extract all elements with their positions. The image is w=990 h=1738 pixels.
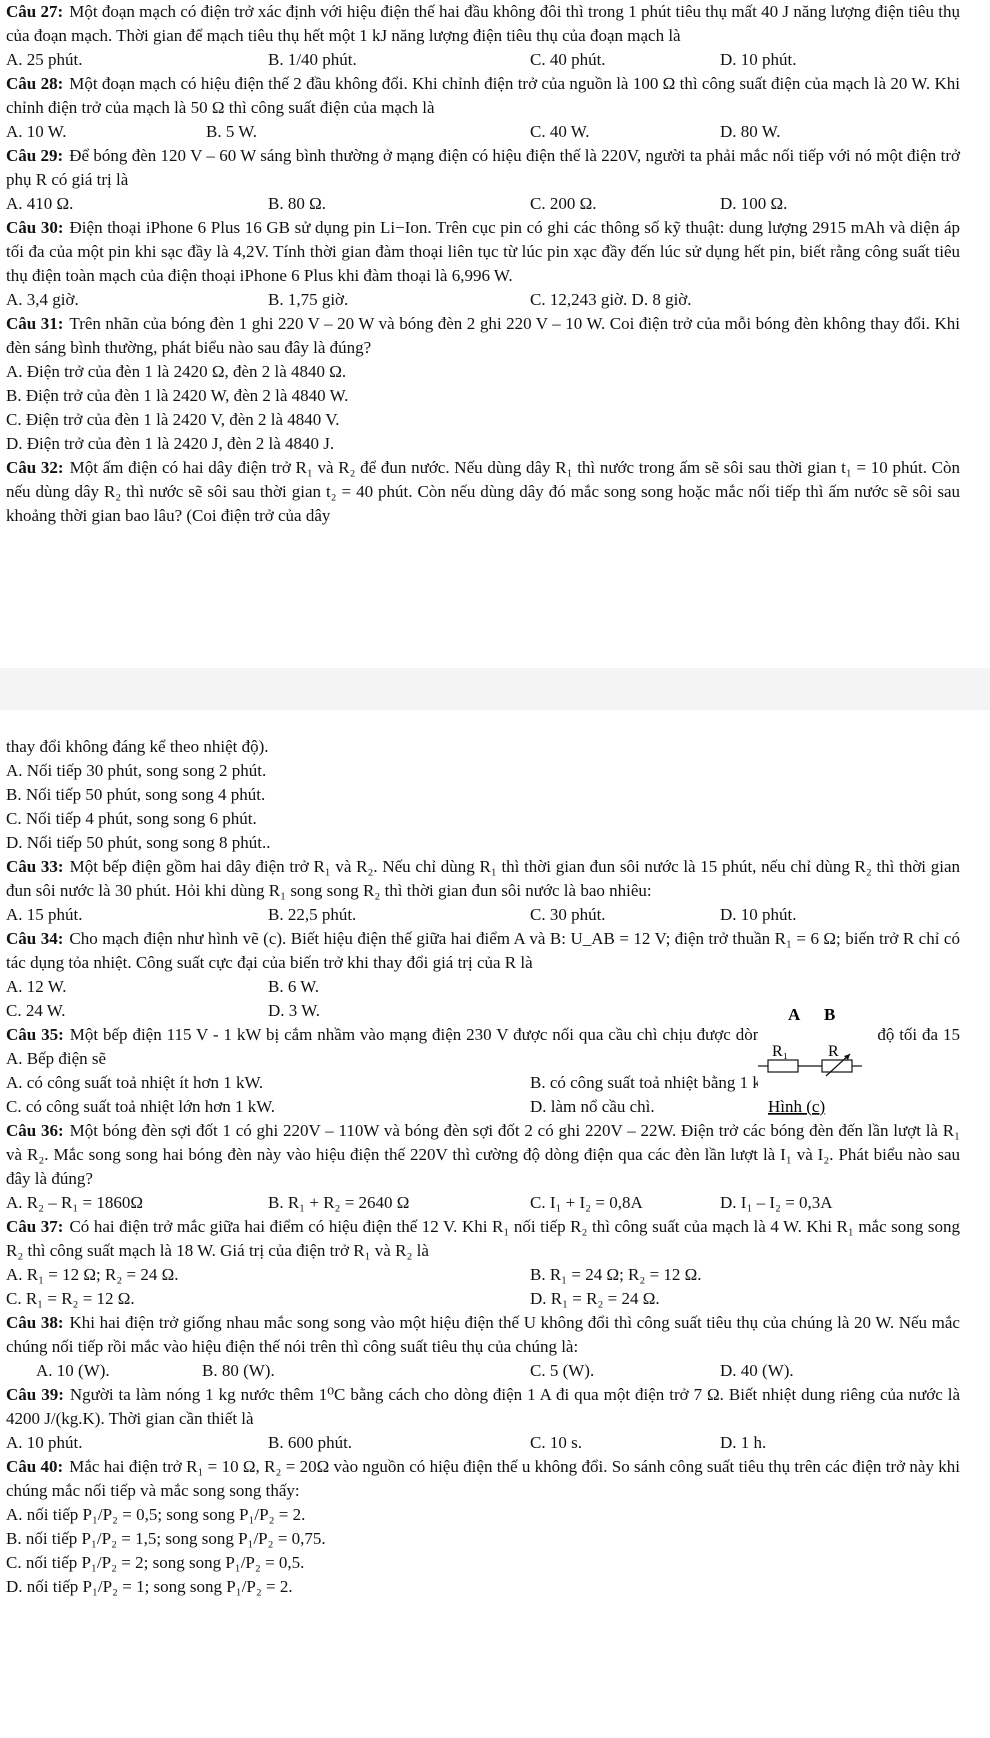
options-row [6,48,960,72]
option-b[interactable]: B. có công suất toả nhiệt bằng 1 kW. [530,1073,780,1092]
question-40 [6,1455,960,1599]
option-b[interactable]: B. 6 W. [268,977,320,996]
option-a[interactable]: A. nối tiếp P₁/P₂ = 0,5; song song P₁/P₂ = 2. [6,1505,306,1524]
option-a[interactable]: A. 25 phút. [6,50,83,69]
option-d[interactable]: D. 1 h. [720,1433,767,1452]
option-a[interactable]: A. Điện trở của đèn 1 là 2420 Ω, đèn 2 là 4840 Ω. [6,362,347,381]
options-row [6,1287,960,1311]
option-d[interactable]: D. làm nổ cầu chì. [530,1097,655,1116]
option-a[interactable]: A. 15 phút. [6,905,83,924]
question-39 [6,1383,960,1455]
question-text: Một ấm điện có hai dây điện trở R₁ và R₂ để đun nước. Nếu dùng dây R₁ thì nước trong ấm sẽ sôi sau thời gian t₁ = 10 phút. Còn nếu dùng dây R₂ thì nước sẽ sôi sau thời gian t₂ = 40 phút. Còn nếu dùng dây đó mắc song song hoặc mắc nối tiếp thì ấm nước sẽ sôi sau khoảng thời gian bao lâu? (Coi điện trở của dây [6,458,960,525]
option-c[interactable]: C. 24 W. [6,1001,66,1020]
option-d[interactable]: D. 100 Ω. [720,194,788,213]
option-c[interactable]: C. 30 phút. [530,905,606,924]
option-b[interactable]: B. 1/40 phút. [268,50,357,69]
option-a[interactable]: A. 10 W. [6,122,67,141]
option-c[interactable]: C. 40 phút. [530,50,606,69]
page-1 [6,0,960,528]
question-text: Khi hai điện trở giống nhau mắc song song vào một hiệu điện thế U không đổi thì công suất tiêu thụ của chúng là 20 W. Nếu mắc chúng nối tiếp rồi mắc vào hiệu điện thế nói trên thì công suất tiêu thụ của chúng là: [6,1313,960,1356]
page-2 [6,735,960,1599]
question-label: Câu 34: [6,929,64,948]
figure-label-r: R [828,1043,839,1060]
question-28 [6,72,960,144]
question-label: Câu 28: [6,74,64,93]
options-row [6,1359,960,1383]
question-30 [6,216,960,312]
question-text: Một bóng đèn sợi đốt 1 có ghi 220V – 110W và bóng đèn sợi đốt 2 có ghi 220V – 22W. Điện trở các bóng đèn đến lần lượt là R₁ và R₂. Mắc song song hai bóng đèn này vào hiệu điện thế 220V thì cường độ dòng điện qua các đèn lần lượt là I₁ và I₂. Phát biểu nào sau đây là đúng? [6,1121,960,1188]
option-b[interactable]: B. Nối tiếp 50 phút, song song 4 phút. [6,785,266,804]
question-29 [6,144,960,216]
question-text: Mắc hai điện trở R₁ = 10 Ω, R₂ = 20Ω vào nguồn có hiệu điện thế u không đổi. So sánh công suất tiêu thụ trên các điện trở này khi chúng mắc nối tiếp và mắc song song thấy: [6,1457,960,1500]
question-label: Câu 36: [6,1121,64,1140]
options-row [6,975,960,999]
option-d[interactable]: D. 80 W. [720,122,781,141]
option-c[interactable]: C. I₁ + I₂ = 0,8A [530,1193,643,1212]
option-a[interactable]: A. 3,4 giờ. [6,290,79,309]
question-37 [6,1215,960,1311]
option-c[interactable]: C. R₁ = R₂ = 12 Ω. [6,1289,135,1308]
option-a[interactable]: A. có công suất toả nhiệt ít hơn 1 kW. [6,1073,264,1092]
question-text: Cho mạch điện như hình vẽ (c). Biết hiệu điện thế giữa hai điểm A và B: U_AB = 12 V; điện trở thuần R₁ = 6 Ω; biến trở R chỉ có tác dụng tỏa nhiệt. Công suất cực đại của biến trở khi thay đổi giá trị của R là [6,929,960,972]
question-label: Câu 29: [6,146,64,165]
question-label: Câu 27: [6,2,64,21]
option-a[interactable]: A. 12 W. [6,977,67,996]
options-row [6,192,960,216]
question-text: Người ta làm nóng 1 kg nước thêm 1⁰C bằng cách cho dòng điện 1 A đi qua một điện trở 7 Ω. Biết nhiệt dung riêng của nước là 4200 J/(kg.K). Thời gian cần thiết là [6,1385,960,1428]
question-label: Câu 38: [6,1313,64,1332]
option-b[interactable]: B. R₁ = 24 Ω; R₂ = 12 Ω. [530,1265,702,1284]
question-33 [6,855,960,927]
option-c[interactable]: C. 40 W. [530,122,590,141]
options-row [6,120,960,144]
question-text-continued: thay đổi không đáng kể theo nhiệt độ). [6,737,269,756]
question-text: Để bóng đèn 120 V – 60 W sáng bình thường ở mạng điện có hiệu điện thế là 220V, người ta phải mắc nối tiếp với nó một điện trở phụ R có giá trị là [6,146,960,189]
option-c[interactable]: C. 5 (W). [530,1361,595,1380]
option-b[interactable]: B. 5 W. [206,122,258,141]
figure-label-b: B [824,1005,836,1024]
option-b[interactable]: B. Điện trở của đèn 1 là 2420 W, đèn 2 là 4840 W. [6,386,349,405]
option-c[interactable]: C. có công suất toả nhiệt lớn hơn 1 kW. [6,1097,276,1116]
question-31 [6,312,960,456]
question-32 [6,456,960,528]
options-row [6,1191,960,1215]
question-32-continued [6,735,960,855]
option-a[interactable]: A. 410 Ω. [6,194,74,213]
question-27 [6,0,960,72]
option-d[interactable]: D. 10 phút. [720,50,797,69]
question-text: Có hai điện trở mắc giữa hai điểm có hiệu điện thế 12 V. Khi R₁ nối tiếp R₂ thì công suất của mạch là 4 W. Khi R₁ mắc song song R₂ thì công suất mạch là 18 W. Giá trị của điện trở R₁ và R₂ là [6,1217,960,1260]
question-text: Một đoạn mạch có điện trở xác định với hiệu điện thế hai đầu không đôi thì trong 1 phút tiêu thụ mất 40 J năng lượng điện tiêu thụ của đoạn mạch. Thời gian để mạch tiêu thụ hết một 1 kJ năng lượng điện tiêu thụ của đoạn mạch là [6,2,960,45]
options-row [6,1431,960,1455]
question-label: Câu 40: [6,1457,64,1476]
option-a[interactable]: A. 10 phút. [6,1433,83,1452]
option-d[interactable]: D. R₁ = R₂ = 24 Ω. [530,1289,660,1308]
question-36 [6,1119,960,1215]
option-b[interactable]: B. nối tiếp P₁/P₂ = 1,5; song song P₁/P₂ = 0,75. [6,1529,326,1548]
option-d[interactable]: D. nối tiếp P₁/P₂ = 1; song song P₁/P₂ = 2. [6,1577,293,1596]
question-text: Một bếp điện gồm hai dây điện trở R₁ và R₂. Nếu chỉ dùng R₁ thì thời gian đun sôi nước là 15 phút, nếu chỉ dùng R₂ thì thời gian đun sôi nước là 30 phút. Hỏi khi dùng R₁ song song R₂ thì thời gian đun sôi nước là bao nhiêu: [6,857,960,900]
option-d[interactable]: D. Nối tiếp 50 phút, song song 8 phút.. [6,833,271,852]
question-text: Một bếp điện 115 V - 1 kW bị cắm nhầm vào mạng điện 230 V được nối qua cầu chì chịu được dòng điện có cường độ tối đa 15 A. Bếp điện sẽ [6,1025,960,1068]
resistor-r1 [768,1060,798,1072]
option-d[interactable]: D. I₁ – I₂ = 0,3A [720,1193,833,1212]
option-c[interactable]: C. 10 s. [530,1433,582,1452]
question-label: Câu 35: [6,1025,64,1044]
options-row [6,903,960,927]
figure-label-r1: R₁ [772,1043,789,1060]
question-label: Câu 32: [6,458,64,477]
option-b[interactable]: B. 600 phút. [268,1433,353,1452]
option-a[interactable]: A. Nối tiếp 30 phút, song song 2 phút. [6,761,267,780]
option-c[interactable]: C. Nối tiếp 4 phút, song song 6 phút. [6,809,257,828]
option-c[interactable]: C. nối tiếp P₁/P₂ = 2; song song P₁/P₂ = 0,5. [6,1553,305,1572]
question-label: Câu 33: [6,857,64,876]
question-text: Điện thoại iPhone 6 Plus 16 GB sử dụng pin Li−Ion. Trên cục pin có ghi các thông số kỹ thuật: dung lượng 2915 mAh và diện áp tối đa của một pin khi sạc đầy là 4,2V. Tính thời gian đàm thoại liên tục từ lúc pin xạc đầy đến lúc sử dụng hết pin, biết rằng công suất tiêu thụ điện toàn mạch của điện thoại iPhone 6 Plus khi đàm thoại là 6,996 W. [6,218,960,285]
option-c[interactable]: C. Điện trở của đèn 1 là 2420 V, đèn 2 là 4840 V. [6,410,340,429]
question-label: Câu 31: [6,314,64,333]
page-break [0,668,990,710]
figure-label-a: A [788,1005,801,1024]
question-label: Câu 39: [6,1385,64,1404]
option-a[interactable]: A. R₂ – R₁ = 1860Ω [6,1193,144,1212]
option-d[interactable]: D. 40 (W). [720,1361,794,1380]
options-row [6,1263,960,1287]
option-b[interactable]: B. 22,5 phút. [268,905,357,924]
option-a[interactable]: A. 10 (W). [36,1361,110,1380]
question-label: Câu 37: [6,1217,64,1236]
option-d[interactable]: D. Điện trở của đèn 1 là 2420 J, đèn 2 là 4840 J. [6,434,335,453]
question-38 [6,1311,960,1383]
option-b[interactable]: B. R₁ + R₂ = 2640 Ω [268,1193,410,1212]
circuit-figure [758,1000,878,1120]
question-label: Câu 30: [6,218,64,237]
option-a[interactable]: A. R₁ = 12 Ω; R₂ = 24 Ω. [6,1265,179,1284]
option-b[interactable]: B. 80 Ω. [268,194,326,213]
option-c-d[interactable]: C. 12,243 giờ. D. 8 giờ. [530,290,692,309]
option-b[interactable]: B. 80 (W). [202,1361,275,1380]
option-c[interactable]: C. 200 Ω. [530,194,597,213]
option-d[interactable]: D. 3 W. [268,1001,320,1020]
option-b[interactable]: B. 1,75 giờ. [268,290,349,309]
question-text: Trên nhãn của bóng đèn 1 ghi 220 V – 20 W và bóng đèn 2 ghi 220 V – 10 W. Coi điện trở của mỗi bóng đèn không thay đổi. Khi đèn sáng bình thường, phát biểu nào sau đây là đúng? [6,314,960,357]
options-row [6,288,960,312]
option-d[interactable]: D. 10 phút. [720,905,797,924]
question-text: Một đoạn mạch có hiệu điện thế 2 đầu không đổi. Khi chỉnh điện trở của nguồn là 100 Ω thì công suất điện của mạch là 20 W. Khi chỉnh điện trở của mạch là 50 Ω thì công suất điện của mạch là [6,74,960,117]
figure-caption: Hình (c) [768,1097,826,1116]
